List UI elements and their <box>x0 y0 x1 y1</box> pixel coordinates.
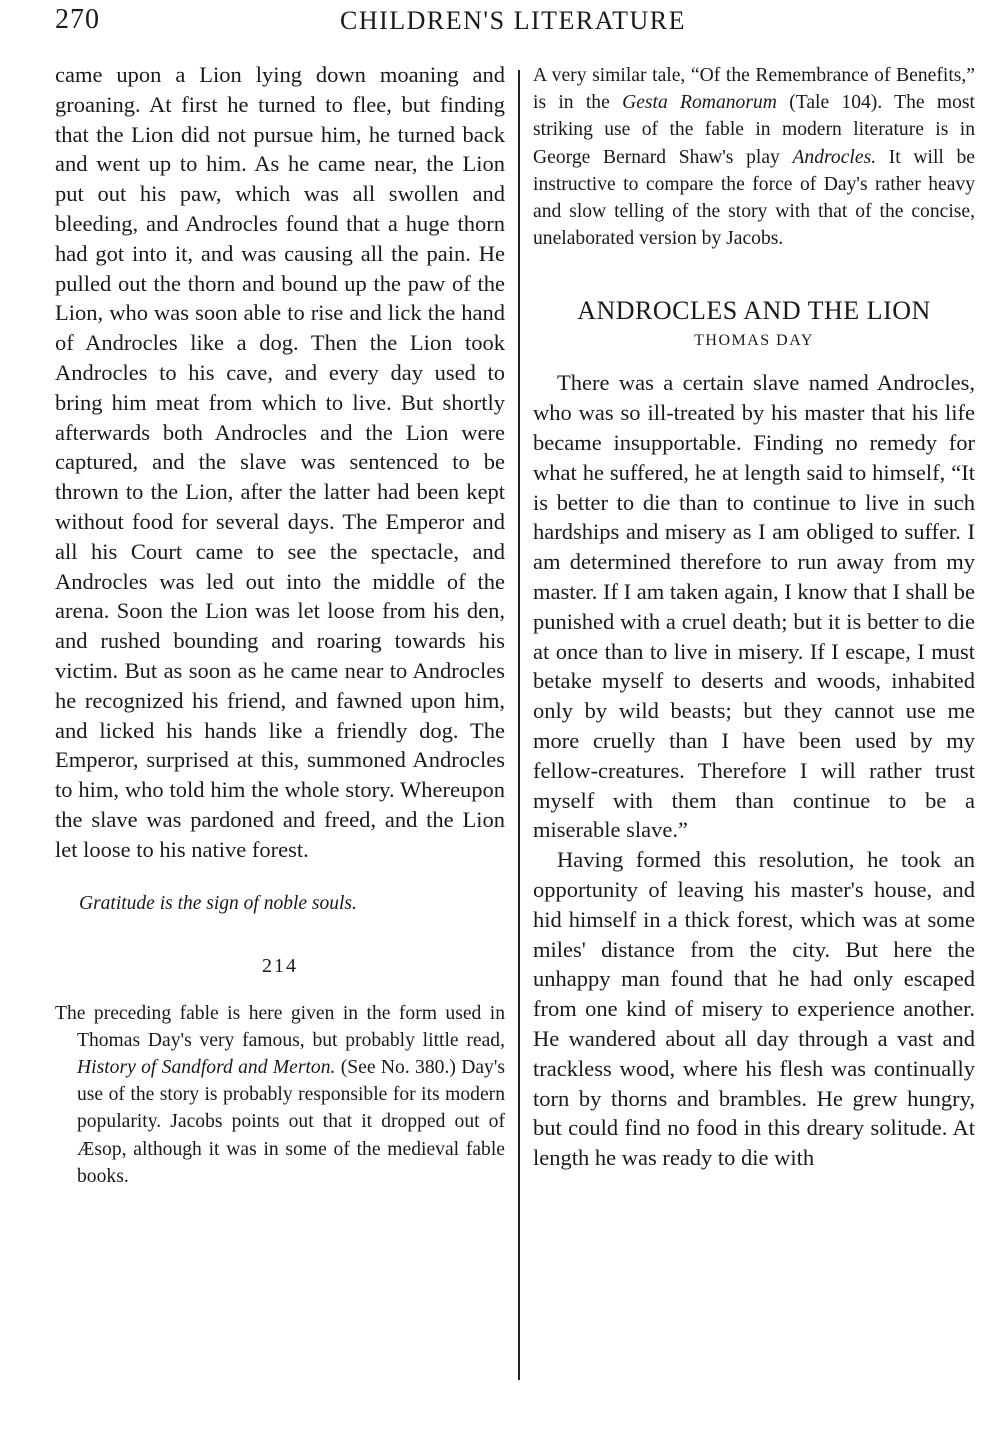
page-header <box>55 4 975 44</box>
running-head: CHILDREN'S LITERATURE <box>340 6 687 35</box>
story-title: ANDROCLES AND THE LION <box>577 296 931 326</box>
note-continued-paragraph <box>533 62 975 252</box>
note-play-title: Androcles. <box>792 146 877 168</box>
note-book-title: Gesta Romanorum <box>622 92 777 114</box>
fable-moral: Gratitude is the sign of noble souls. <box>79 892 357 914</box>
note-paragraph <box>55 1000 505 1190</box>
note-text-part: The preceding fable is here given in the form used in Thomas Day's very famous, but probably little read, <box>55 1002 505 1051</box>
story-paragraph: Having formed this resolution, he took an opportunity of leaving his master's house, and hid himself in a thick forest, which was at some miles' distance from the city. But here the unhappy man found that he had only escaped from one kind of misery to experience another. He wandered about all day through a vast and trackless wood, where his flesh was continually torn by thorns and brambles. He grew hungry, but could find no food in this dreary solitude. At length he was ready to die with <box>533 847 975 1171</box>
right-column <box>533 62 975 1173</box>
note-book-title: History of Sandford and Merton. <box>77 1056 336 1078</box>
story-author: THOMAS DAY <box>694 332 814 350</box>
note-text-part: A very similar tale, “Of the Remembrance of Benefits,” is in the <box>533 65 975 114</box>
column-divider <box>518 70 520 1380</box>
fable-text: came upon a Lion lying down moaning and groaning. At first he turned to flee, but finding that the Lion did not pursue him, he turned back and went up to him. As he came near, the Lion put out his paw, which was all swollen and bleeding, and Androcles found that a huge thorn had got into it, and was causing all the pain. He pulled out the thorn and bound up the paw of the Lion, who was soon able to rise and lick the hand of Androcles like a dog. Then the Lion took Androcles to his cave, and every day used to bring him meat from which to live. But shortly afterwards both Androcles and the Lion were captured, and the slave was sentenced to be thrown to the Lion, after the latter had been kept without food for several days. The Emperor and all his Court came to see the spectacle, and Androcles was led out into the middle of the arena. Soon the Lion was let loose from his den, and rushed bounding and roaring towards his victim. But as soon as he came near to Androcles he recognized his friend, and fawned upon him, and licked his hands like a friendly dog. The Emperor, surprised at this, summoned Androcles to him, who told him the whole story. Whereupon the slave was pardoned and freed, and the Lion let loose to his native forest. <box>55 62 505 862</box>
page-number: 270 <box>55 4 100 35</box>
note-text-part: (Tale 104). The most striking use of the fable in modern literature is in George Bernard Shaw's play <box>533 92 975 168</box>
note-text-part: It will be instructive to compare the force of Day's rather heavy and slow telling of the story with that of the concise, unelaborated version by Jacobs. <box>533 146 976 250</box>
story-paragraph: There was a certain slave named Androcles, who was so ill-treated by his master that his life became insupportable. Finding no remedy for what he suffered, he at length said to himself, “It is better to die than to continue to live in such hardships and misery as I am obliged to suffer. I am determined therefore to run away from my master. If I am taken again, I know that I shall be punished with a cruel death; but it is better to die at once than to live in misery. If I escape, I must betake myself to deserts and woods, inhabited only by wild beasts; but they cannot use me more cruelly than I have been used by my fellow-creatures. Therefore I will rather trust myself with them than continue to be a miserable slave.” <box>533 370 975 843</box>
note-number: 214 <box>262 954 298 977</box>
left-column <box>55 60 505 1190</box>
note-text-part: (See No. 380.) Day's use of the story is probably responsible for its modern popularity. Jacobs points out that it dropped out of Æsop, although it was in some of the medieval fable books. <box>77 1056 505 1187</box>
